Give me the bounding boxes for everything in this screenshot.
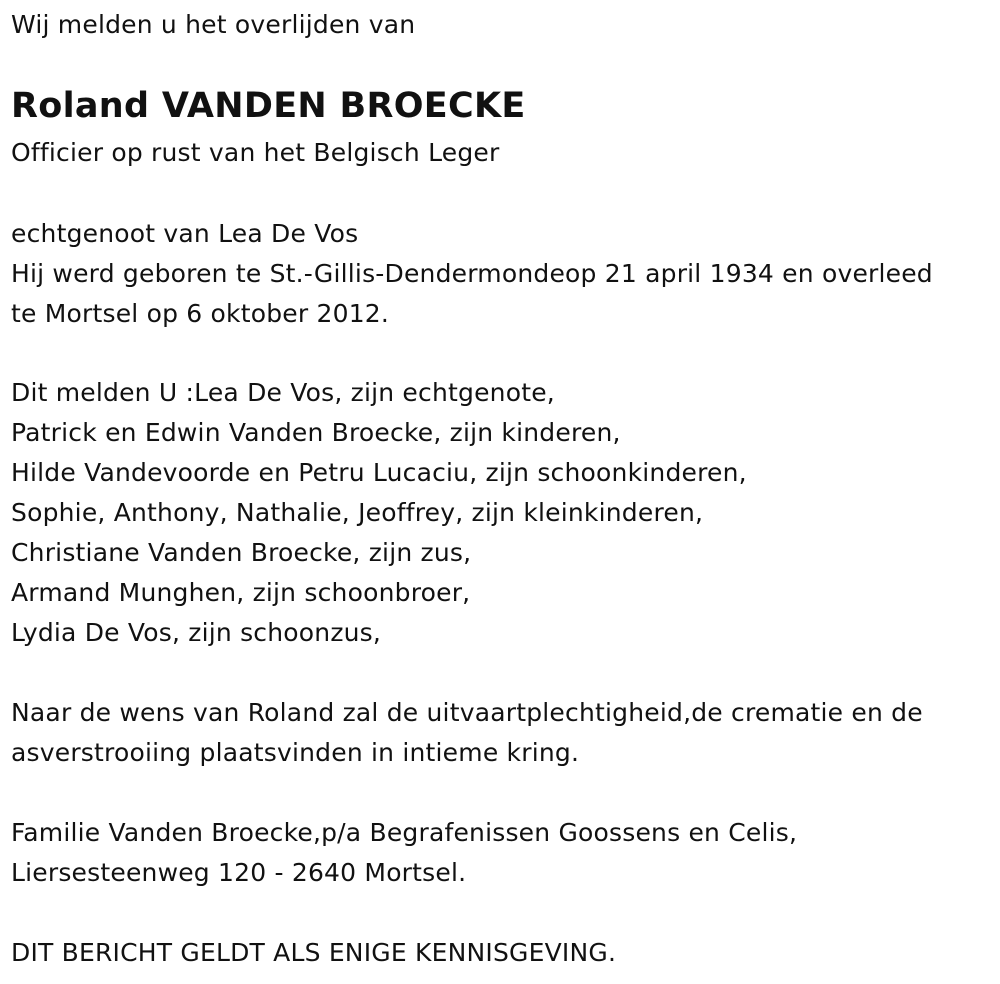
ceremony-line-1: Naar de wens van Roland zal de uitvaartplechtigheid,de crematie en de (11, 698, 923, 727)
family-line: Lydia De Vos, zijn schoonzus, (11, 618, 382, 647)
birth-death-line-1: Hij werd geboren te St.-Gillis-Dendermondeop 21 april 1934 en overleed (11, 259, 933, 288)
birth-death-line-2: te Mortsel op 6 oktober 2012. (11, 299, 390, 328)
address-line-1: Familie Vanden Broecke,p/a Begrafenissen Goossens en Celis, (11, 818, 798, 847)
ceremony-line-2: asverstrooiing plaatsvinden in intieme kring. (11, 738, 580, 767)
deceased-title: Officier op rust van het Belgisch Leger (11, 138, 500, 167)
family-line: Hilde Vandevoorde en Petru Lucaciu, zijn schoonkinderen, (11, 458, 747, 487)
closing-statement: DIT BERICHT GELDT ALS ENIGE KENNISGEVING. (11, 938, 617, 967)
family-line: Armand Munghen, zijn schoonbroer, (11, 578, 471, 607)
intro-text: Wij melden u het overlijden van (11, 10, 416, 39)
deceased-name: Roland VANDEN BROECKE (11, 86, 526, 126)
spouse-line: echtgenoot van Lea De Vos (11, 219, 359, 248)
address-line-2: Liersesteenweg 120 - 2640 Mortsel. (11, 858, 467, 887)
family-line: Christiane Vanden Broecke, zijn zus, (11, 538, 472, 567)
family-line: Patrick en Edwin Vanden Broecke, zijn kinderen, (11, 418, 621, 447)
family-line: Sophie, Anthony, Nathalie, Jeoffrey, zijn kleinkinderen, (11, 498, 704, 527)
family-line: Dit melden U :Lea De Vos, zijn echtgenote, (11, 378, 555, 407)
